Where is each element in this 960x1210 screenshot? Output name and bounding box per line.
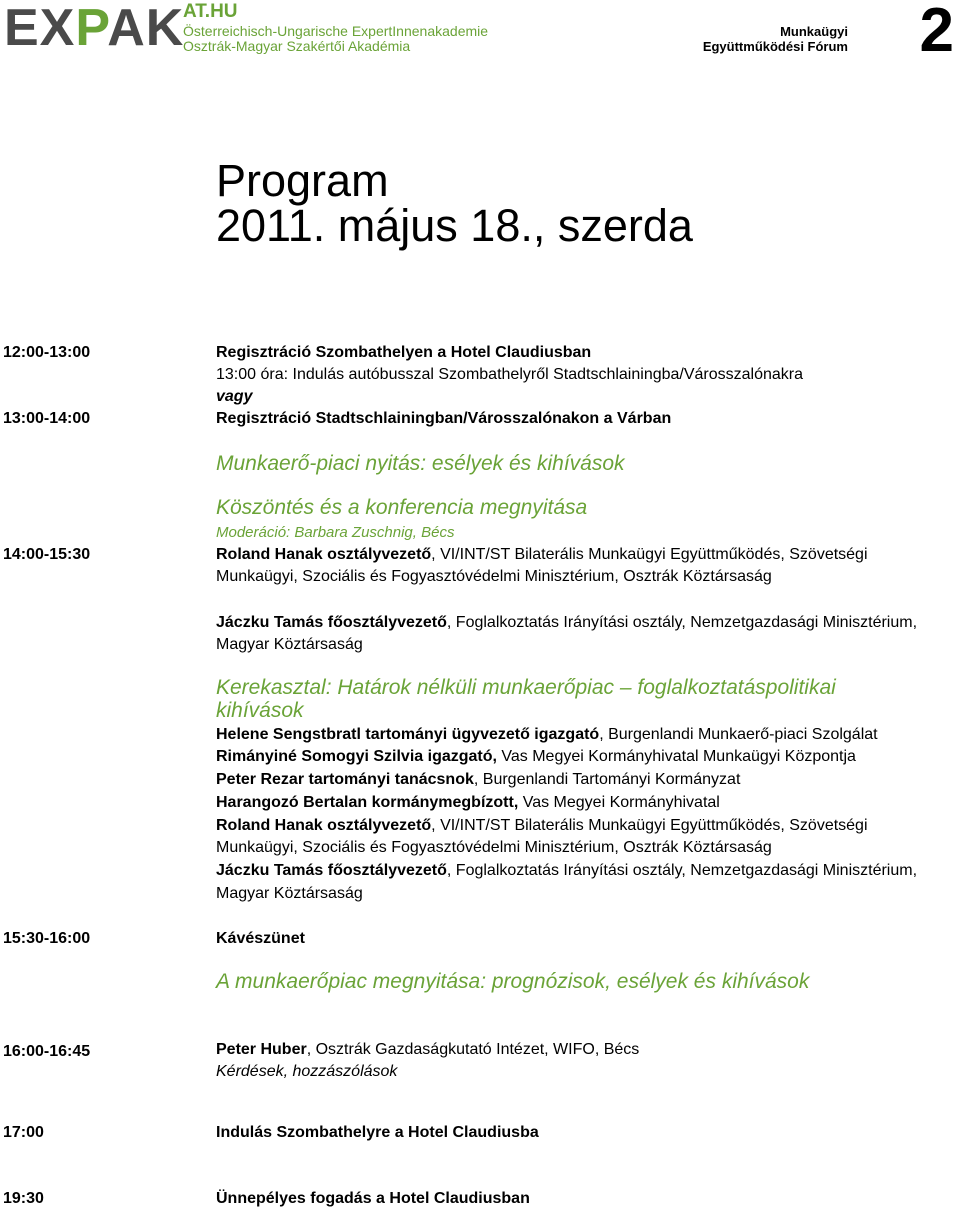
panelist-affiliation: , Burgenlandi Munkaerő-piaci Szolgálat	[599, 726, 878, 743]
speaker-line	[216, 612, 917, 634]
panelist-affiliation-cont: Magyar Köztársaság	[216, 885, 363, 902]
speaker-affiliation: , Foglalkoztatás Irányítási osztály, Nemzetgazdasági Minisztérium,	[446, 614, 918, 631]
departure: Indulás Szombathelyre a Hotel Claudiusba	[216, 1124, 539, 1141]
roundtable-heading: Kerekasztal: Határok nélküli munkaerőpiac – foglalkoztatáspolitikai	[216, 676, 836, 699]
forum-line1: Munkaügyi	[780, 24, 848, 39]
speaker-name: Jáczku Tamás főosztályvezető	[216, 614, 447, 631]
panelist-affiliation: , Foglalkoztatás Irányítási osztály, Nemzetgazdasági Minisztérium,	[446, 862, 918, 879]
welcome-heading: Köszöntés és a konferencia megnyitása	[216, 496, 588, 519]
time-slot: 16:00-16:45	[3, 1043, 91, 1060]
page-title	[216, 155, 693, 251]
title-line1: Program	[216, 155, 389, 206]
questions: Kérdések, hozzászólások	[216, 1063, 398, 1080]
panelist-name: Helene Sengstbratl tartományi ügyvezető igazgató	[216, 726, 600, 743]
athu-logo: AT.HU	[183, 1, 238, 22]
panelist-affiliation: , VI/INT/ST Bilaterális Munkaügyi Együttműködés, Szövetségi	[431, 817, 868, 834]
speaker-name: Roland Hanak osztályvezető	[216, 546, 432, 563]
expak-logo: EXPAK	[4, 0, 185, 57]
panelist-affiliation: Vas Megyei Kormányhivatal Munkaügyi Központja	[496, 748, 856, 765]
registration-2: Regisztráció Stadtschlainingban/Városszalónakon a Várban	[216, 410, 672, 427]
panelist-line	[216, 724, 878, 746]
or-text: vagy	[216, 388, 253, 405]
time-slot: 15:30-16:00	[3, 930, 91, 947]
speaker-affiliation: , Osztrák Gazdaságkutató Intézet, WIFO, Bécs	[306, 1041, 640, 1058]
forum-line2: Együttműködési Fórum	[702, 39, 848, 54]
panelist-name: Peter Rezar tartományi tanácsnok	[216, 771, 474, 788]
logo-subtitle-de: Österreichisch-Ungarische ExpertInnenakademie	[183, 23, 489, 39]
forum-title	[703, 24, 848, 54]
speaker-affiliation-cont: Magyar Köztársaság	[216, 636, 363, 653]
panelist-line	[216, 746, 856, 768]
panelist-line	[216, 769, 740, 791]
time-slot: 12:00-13:00	[3, 344, 91, 361]
speaker-affiliation: , VI/INT/ST Bilaterális Munkaügyi Együttműködés, Szövetségi	[431, 546, 868, 563]
panelist-name: Rimányiné Somogyi Szilvia igazgató,	[216, 748, 497, 765]
panelist-affiliation-cont: Munkaügyi, Szociális és Fogyasztóvédelmi Minisztérium, Osztrák Köztársaság	[216, 839, 772, 856]
panelist-name: Jáczku Tamás főosztályvezető	[216, 862, 447, 879]
panelist-line	[216, 792, 720, 814]
panelist-affiliation: , Burgenlandi Tartományi Kormányzat	[473, 771, 741, 788]
moderation: Moderáció: Barbara Zuschnig, Bécs	[216, 524, 455, 541]
roundtable-heading-cont: kihívások	[216, 699, 304, 722]
panelist-name: Harangozó Bertalan kormánymegbízott,	[216, 794, 519, 811]
speaker-line	[216, 544, 868, 566]
registration-1: Regisztráció Szombathelyen a Hotel Claudiusban	[216, 344, 592, 361]
session-heading: Munkaerő-piaci nyitás: esélyek és kihívások	[216, 452, 625, 475]
panelist-line	[216, 815, 868, 837]
page-number: 2	[919, 0, 954, 65]
time-slot: 13:00-14:00	[3, 410, 91, 427]
panelist-line	[216, 860, 917, 882]
session-heading: A munkaerőpiac megnyitása: prognózisok, esélyek és kihívások	[216, 970, 810, 993]
reception: Ünnepélyes fogadás a Hotel Claudiusban	[216, 1190, 530, 1207]
panelist-name: Roland Hanak osztályvezető	[216, 817, 432, 834]
title-line2: 2011. május 18., szerda	[216, 200, 693, 251]
panelist-affiliation: Vas Megyei Kormányhivatal	[518, 794, 720, 811]
coffee-break: Kávészünet	[216, 930, 305, 947]
speaker-name: Peter Huber	[216, 1041, 307, 1058]
logo-subtitle-hu: Osztrák-Magyar Szakértői Akadémia	[183, 38, 411, 54]
bus-info: 13:00 óra: Indulás autóbusszal Szombathelyről Stadtschlainingba/Városszalónakra	[216, 366, 804, 383]
speaker-affiliation-cont: Munkaügyi, Szociális és Fogyasztóvédelmi Minisztérium, Osztrák Köztársaság	[216, 568, 772, 585]
speaker-line	[216, 1039, 639, 1061]
time-slot: 14:00-15:30	[3, 546, 91, 563]
time-slot: 17:00	[3, 1124, 44, 1141]
time-slot: 19:30	[3, 1190, 44, 1207]
